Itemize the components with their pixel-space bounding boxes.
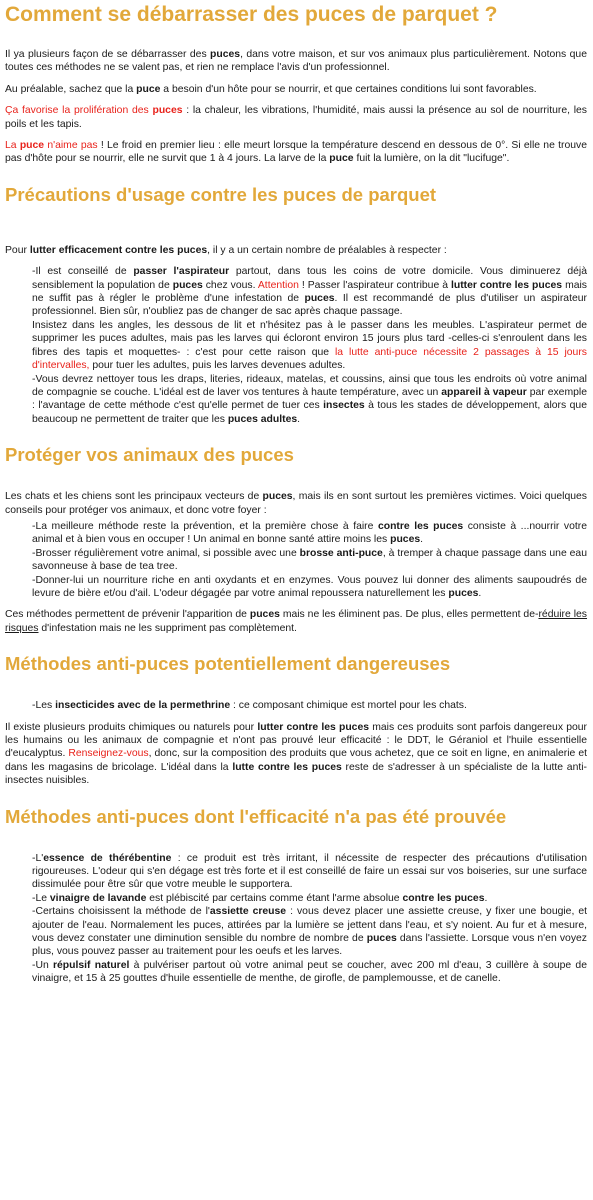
- highlight-text: Renseignez-vous: [68, 748, 149, 760]
- emphasis-text: puces: [304, 293, 335, 305]
- text-run: a besoin d'un hôte pour se nourrir, et que certaines conditions lui sont favorables.: [160, 83, 537, 95]
- emphasis-text: assiette creuse: [209, 906, 287, 918]
- text-run: reste de s'adresser à un spécialiste de la lutte anti-insectes nuisibles.: [5, 761, 588, 787]
- emphasis-text: puces: [249, 609, 280, 621]
- dangereuses-outro: [5, 721, 587, 788]
- highlight-text: puces: [152, 105, 183, 117]
- text-run: est plébiscité par certains comme étant l'arme absolue: [146, 892, 403, 904]
- dangereuses-list: [5, 699, 587, 712]
- text-run: .: [420, 534, 424, 546]
- list-item: [32, 892, 587, 905]
- intro-paragraph: [5, 48, 587, 75]
- list-item: [32, 905, 587, 959]
- emphasis-text: puces: [390, 534, 421, 546]
- text-run: mais ne les éliminent pas. De plus, elles permettent de-: [279, 609, 539, 621]
- proteger-list: [5, 520, 587, 600]
- emphasis-text: puce: [136, 83, 161, 95]
- emphasis-text: puces: [172, 279, 203, 291]
- text-run: , il y a un certain nombre de préalables à respecter :: [207, 244, 447, 256]
- emphasis-text: lutte contre les puces: [232, 761, 342, 773]
- highlight-text: Ça favorise la prolifération des: [5, 105, 153, 117]
- highlight-text: la lutte anti-puce nécessite 2 passages à 15 jours d'intervalles,: [32, 346, 587, 372]
- emphasis-text: insecticides avec de la permethrine: [55, 700, 231, 712]
- proteger-outro: [5, 608, 587, 635]
- text-run: pour tuer les adultes, puis les larves devenues adultes.: [89, 360, 346, 372]
- text-run: dans l'assiette. Lorsque vous n'en voyez plus, vous pouvez passer au traitement pour les oeufs et les larves.: [32, 933, 587, 958]
- text-run: -Brosser régulièrement votre animal, si possible avec une: [32, 547, 300, 559]
- text-run: .: [484, 892, 488, 904]
- emphasis-text: lutter contre les puces: [257, 721, 370, 733]
- text-run: Au préalable, sachez que la: [5, 83, 137, 95]
- intro-paragraph: [5, 104, 587, 131]
- emphasis-text: contre les puces: [377, 520, 464, 532]
- list-item: [32, 265, 587, 319]
- emphasis-text: puces: [210, 49, 241, 60]
- text-run: : ce composant chimique est mortel pour les chats.: [230, 700, 467, 712]
- text-run: -Donner-lui un nourriture riche en anti oxydants et en enzymes. Vous pouvez lui donner des aliments saupoudrés de levure de bière et/ou d'ail. L'odeur dégagée par votre animal repoussera naturellement les: [32, 574, 587, 599]
- page-title: Comment se débarrasser des puces de parquet ?: [5, 3, 498, 26]
- text-run: d'infestation mais ne les suppriment pas complètement.: [38, 622, 297, 634]
- text-run: partout, dans tous les coins de votre domicile. Vous diminuerez déjà sensiblement la population de: [32, 266, 587, 291]
- text-run: , donc, sur la composition des produits que vous achetez, que ce soit en ligne, en animalerie et dans les magasins de bricolage. L'idéal dans la: [5, 748, 587, 773]
- text-run: .: [478, 587, 482, 599]
- text-run: -La meilleure méthode reste la prévention, et la première chose à faire: [32, 520, 378, 532]
- highlight-text: La: [5, 140, 20, 152]
- precautions-list: [5, 265, 587, 426]
- text-run: : ce produit est très irritant, il nécessite de respecter des précautions d'utilisation rigoureuses. L'odeur qui s'en dégage est très forte et il est conseillé de faire un essai sur vos boiseries, sur une surface dissimulée pour être sûr que votre meuble le supportera.: [32, 852, 587, 891]
- emphasis-text: lutter contre les puces: [450, 279, 563, 291]
- text-run: chez vous.: [202, 279, 258, 291]
- text-run: consiste à ...nourrir votre animal et à bien vous en occuper ! Un animal en bonne santé attire moins les: [32, 520, 587, 546]
- text-run: à tous les stades de développement, alors que beaucoup ne permettent de traiter que les: [32, 400, 587, 425]
- list-item: [32, 699, 587, 712]
- text-run: Il existe plusieurs produits chimiques ou naturels pour: [5, 721, 258, 733]
- emphasis-text: brosse anti-puce: [299, 547, 383, 559]
- text-run: : vous devez placer une assiette creuse, y fixer une bougie, et ajouter de l'eau. Normalement les puces, attirées par la lumière se jettent dans l'eau, et s'y noient. Au fur et à mesure, vous devez constater une diminution sensible du nombre de nombre de: [32, 906, 588, 945]
- text-run: .: [297, 413, 301, 425]
- intro-paragraph: [5, 139, 587, 166]
- emphasis-text: appareil à vapeur: [441, 386, 527, 398]
- text-run: à pulvériser partout où votre animal peut se coucher, avec 200 ml d'eau, 3 cuillère à soupe de vinaigre, et 15 à 25 gouttes d'huile essentielle de menthe, de girofle, de pamplemousse, et de canelle.: [32, 959, 587, 985]
- emphasis-text: puces: [448, 587, 479, 599]
- list-item: [32, 373, 587, 427]
- list-item: [32, 574, 587, 601]
- text-run: par exemple : l'avantage de cette méthode c'est qu'elle permet de tuer ces: [32, 386, 587, 412]
- emphasis-text: lutter efficacement contre les puces: [29, 244, 208, 256]
- intro-paragraph: [5, 83, 587, 96]
- section-heading-dangereuses: Méthodes anti-puces potentiellement dangereuses: [5, 653, 451, 675]
- text-run: Pour: [5, 244, 30, 256]
- text-run: ! Le froid en premier lieu : elle meurt lorsque la température descend en dessous de 0°. Si elle ne trouve pas d'hôte pour se nourrir, elle ne survit que 1 à 4 jours. La larve de la: [5, 140, 587, 165]
- emphasis-text: puces: [262, 491, 293, 503]
- text-run: ! Passer l'aspirateur contribue à: [298, 279, 451, 291]
- text-run: Les chats et les chiens sont les principaux vecteurs de: [5, 491, 263, 503]
- text-run: . Il est recommandé de plus d'utiliser un aspirateur professionnel. Bien sûr, n'oubliez pas de changer de sac après chaque passage.: [32, 293, 587, 318]
- text-run: mais ne suffit pas à régler le problème d'une infestation de: [32, 279, 588, 305]
- highlight-text: puce: [19, 140, 45, 152]
- emphasis-text: passer l'aspirateur: [133, 266, 230, 278]
- emphasis-text: vinaigre de lavande: [49, 892, 147, 904]
- text-run: -L': [32, 852, 44, 864]
- section-heading-proteger: Protéger vos animaux des puces: [5, 444, 294, 466]
- text-run: fuit la lumière, on la dit "lucifuge".: [353, 153, 510, 165]
- emphasis-text: puces adultes: [227, 413, 298, 425]
- list-item: [32, 547, 587, 574]
- text-run: Ces méthodes permettent de prévenir l'apparition de: [5, 609, 250, 621]
- text-run: -Le: [32, 892, 50, 904]
- emphasis-text: insectes: [323, 400, 365, 412]
- precautions-lead: [5, 244, 587, 257]
- text-run: mais ces produits sont parfois dangereux pour les humains ou les animaux de compagnie et n'ont pas prouvé leur efficacité : le DDT, le Géraniol et l'huile essentielle d'eucalyptus.: [5, 721, 587, 760]
- emphasis-text: contre les puces: [402, 892, 485, 904]
- text-run: Insistez dans les angles, les dessous de lit et n'hésitez pas à le passer dans les meubles. L'aspirateur permet de supprimer les puces adultes, mais pas les larves qui écloront environ 15 jours plus tard -celles-ci s'enroulent dans les fibres des tapis et moquettes- : c'est pour cette raison que: [32, 319, 587, 358]
- text-run: -Certains choisissent la méthode de l': [32, 906, 210, 918]
- list-item: [32, 959, 587, 986]
- text-run: : la chaleur, les vibrations, l'humidité, mais aussi la présence au sol de nourriture, les poils et les tapis.: [5, 105, 588, 130]
- highlight-text: Attention: [257, 279, 299, 291]
- text-run: , à tremper à chaque passage dans une eau savonneuse à base de tea tree.: [32, 547, 587, 573]
- list-item: [32, 852, 587, 892]
- text-run: -Les: [32, 700, 56, 712]
- text-run: , mais ils en sont surtout les premières victimes. Voici quelques conseils pour protéger vos animaux, et donc votre foyer :: [5, 491, 587, 516]
- list-item: [32, 319, 587, 373]
- emphasis-text: essence de thérébentine: [43, 852, 172, 864]
- proteger-lead: [5, 490, 587, 517]
- text-run: réduire les risques: [5, 609, 588, 634]
- list-item: [32, 520, 587, 547]
- emphasis-text: répulsif naturel: [52, 959, 130, 971]
- text-run: -Un: [32, 959, 53, 971]
- text-run: -Vous devrez nettoyer tous les draps, literies, rideaux, matelas, et coussins, ainsi que tous les endroits où votre animal de compagnie se couche. L'idéal est de laver vos tentures à haute température, avec un: [32, 373, 587, 398]
- text-run: -Il est conseillé de: [32, 266, 134, 278]
- text-run: Il ya plusieurs façon de se débarrasser des: [5, 49, 211, 60]
- text-run: , dans votre maison, et sur vos animaux plus particulièrement. Notons que toutes ces méthodes ne se valent pas, et rien ne remplace l'avis d'un professionnel.: [5, 49, 587, 74]
- emphasis-text: puces: [366, 933, 397, 945]
- emphasis-text: puce: [329, 153, 354, 165]
- section-heading-non-prouvee: Méthodes anti-puces dont l'efficacité n'a pas été prouvée: [5, 805, 507, 827]
- section-heading-precautions: Précautions d'usage contre les puces de parquet: [5, 183, 437, 205]
- non-prouvee-list: [5, 852, 587, 986]
- highlight-text: n'aime pas: [44, 140, 98, 152]
